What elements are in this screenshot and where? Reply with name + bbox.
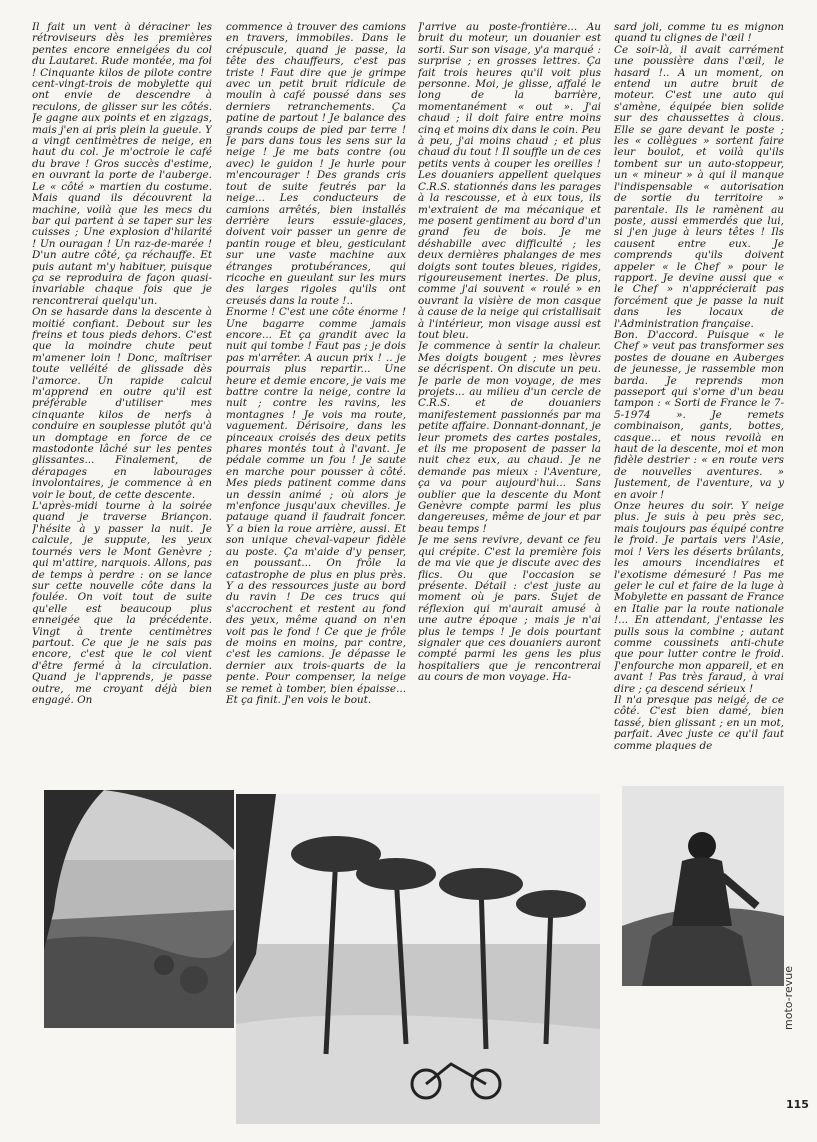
paragraph: On se hasarde dans la descente à moitié confiant. Debout sur les freins et tous pieds dehors. C'est que la moindre chute peut m'amener loin ! Donc, maîtriser toute velléité de glissade dès l'amorce. Un rapide calcul m'apprend en outre qu'il est préférable d'utiliser mes cinquante kilos de nerfs à conduire en souplesse plutôt qu'à un domptage en force de ce mastodonte lâché sur les pentes glissantes... Finalement, de dérapages en labourages involontaires, je commence à en voir le bout, de cette descente.: [32, 306, 212, 501]
paragraph: Je me sens revivre, devant ce feu qui crépite. C'est la première fois de ma vie que je discute avec des flics. Ou que l'occasion se présente. Détail : c'est juste au moment où je pars. Sujet de réflexion qui m'aurait amusé à une autre époque ; mais je n'ai plus le temps ! Je dois pourtant signaler que ces douaniers auront compté parmi les gens les plus hospitaliers que je rencontrerai au cours de mon voyage. Ha-: [418, 534, 601, 684]
paragraph: Bon. D'accord. Puisque « le Chef » veut pas transformer ses postes de douane en Auberges de jeunesse, je rassemble mon barda. Je reprends mon passeport qui s'orne d'un beau tampon : « Sorti de France le 7-5-1974 ». Je remets combinaison, gants, bottes, casque... et nous revoilà en haut de la descente, moi et mon fidèle destrier : « en route vers de nouvelles aventures. » Justement, de l'aventure, va y en avoir !: [614, 328, 784, 501]
paragraph: sard joli, comme tu es mignon quand tu clignes de l'œil !: [614, 22, 784, 45]
article-column-4: [614, 22, 784, 800]
paragraph: commence à trouver des camions en travers, immobiles. Dans le crépuscule, quand je passe, la tête des chauffeurs, c'est pas triste ! Faut dire que je grimpe avec un petit bruit ridicule de moulin à café poussé dans ses derniers retranchements. Ça patine de partout ! Je balance des grands coups de pied par terre ! Je pars dans tous les sens sur la neige ! Je me bats contre (ou avec) le guidon ! Je hurle pour m'encourager ! Des grands cris tout de suite feutrés par la neige... Les conducteurs de camions arrêtés, bien installés derrière leurs essuie-glaces, doivent voir passer un genre de pantin rouge et bleu, gesticulant sur une vaste machine aux étranges protubérances, qui ricoche en gueulant sur les murs des larges rigoles qu'ils ont creusés dans la route !..: [226, 22, 406, 307]
paragraph: Ce soir-là, il avait carrément une poussière dans l'œil, le hasard !.. A un moment, on entend un autre bruit de moteur. C'est une auto qui s'amène, équipée bien solide sur des chaussettes à clous. Elle se gare devant le poste ; les « collègues » sortent faire leur boulot, et voilà qu'ils tombent sur un auto-stoppeur, un « mineur » à qui il manque l'indispensable « autorisation de sortie du territoire » parentale. Ils le ramènent au poste, aussi emmerdés que lui, si j'en juge à leurs têtes ! Ils causent entre eux. Je comprends qu'ils doivent appeler « le Chef » pour le rapport. Je devine aussi que « le Chef » n'apprécierait pas forcément que je passe la nuit dans les locaux de l'Administration française.: [614, 43, 784, 330]
paragraph: Onze heures du soir. Y neige plus. Je suis à peu près sec, mais toujours pas équipé contre le froid. Je partais vers l'Asie, moi ! Vers les déserts brûlants, les amours incendiaires et l'exotisme démesuré ! Pas me geler le cul et faire de la luge à Mobylette en passant de France en Italie par la route nationale !... En attendant, j'entasse les pulls sous la combine ; autant comme coussinets anti-chute que pour lutter contre le froid. J'enfourche mon appareil, et en avant ! Pas très faraud, à vrai dire ; ça descend sérieux !: [614, 500, 784, 695]
person-on-rock-photo: [622, 786, 784, 986]
paragraph: Je commence à sentir la chaleur. Mes doigts bougent ; mes lèvres se décrispent. On discute un peu. Je parle de mon voyage, de mes projets... au milieu d'un cercle de C.R.S. et de douaniers manifestement passionnés par ma petite affaire. Donnant-donnant, je leur promets des cartes postales, et ils me proposent de passer la nuit chez eux, au chaud. Je ne demande pas mieux : l'Aventure, ça va pour aujourd'hui... Sans oublier que la descente du Mont Genèvre compte parmi les plus dangereuses, même de jour et par beau temps !: [418, 340, 601, 535]
paragraph: J'arrive au poste-frontière... Au bruit du moteur, un douanier est sorti. Sur son visage, y'a marqué : surprise ; en grosses lettres. Ça fait trois heures qu'il voit plus personne. Moi, je glisse, affalé le long de la barrière, momentanément « out ». J'ai chaud ; il doit faire entre moins cinq et moins dix dans le coin. Peu à peu, j'ai moins chaud ; et plus chaud du tout ! Il souffle un de ces petits vents à couper les oreilles ! Les douaniers appellent quelques C.R.S. stationnés dans les parages à la rescousse, et à eux tous, ils m'extraient de ma mécanique et me posent gentiment au bord d'un grand feu de bois. Je me déshabille avec difficulté ; les deux dernières phalanges de mes doigts sont toutes bleues, rigides, rigoureusement inertes. De plus, comme j'ai souvent « roulé » en ouvrant la visière de mon casque à cause de la neige qui cristallisait à l'intérieur, mon visage aussi est tout bleu.: [418, 22, 601, 341]
palm-grove-moped-photo: [236, 794, 600, 1124]
magazine-name: moto-revue: [782, 966, 795, 1030]
oasis-arch-photo: [44, 790, 234, 1028]
paragraph: Il n'a presque pas neigé, de ce côté. C'est bien damé, bien tassé, bien glissant ; en un mot, parfait. Avec juste ce qu'il faut comme plaques de: [614, 693, 784, 752]
article-column-1: [32, 22, 212, 782]
article-column-3: [418, 22, 601, 784]
article-column-2: [226, 22, 406, 784]
paragraph: L'après-midi tourne à la soirée quand je traverse Briançon. J'hésite à y passer la nuit. Je calcule, je suppute, les yeux tournés vers le Mont Genèvre ; qui m'attire, narquois. Allons, pas de temps à perdre : on se lance sur cette nouvelle côte dans la foulée. On voit tout de suite qu'elle est beaucoup plus enneigée que la précédente. Vingt à trente centimètres partout. Ce que je ne sais pas encore, c'est que le col vient d'être fermé à la circulation. Quand je l'apprends, je passe outre, me croyant déjà bien engagé. On: [32, 500, 212, 706]
paragraph: Enorme ! C'est une côte énorme ! Une bagarre comme jamais encore... Et ça grandit avec la nuit qui tombe ! Faut pas ; je dois pas m'arrêter. A aucun prix ! .. je pourrais plus repartir... Une heure et demie encore, je vais me battre contre la neige, contre la nuit ; contre les ravins, les montagnes ! Je vois ma route, vaguement. Dérisoire, dans les pinceaux croisés des deux petits phares montés tout à l'avant. Je pédale comme un fou ! Je saute en marche pour pousser à côté. Mes pieds patinent comme dans un dessin animé ; où alors je m'enfonce jusqu'aux chevilles. Je patauge quand il faudrait foncer. Y a bien la roue arrière, aussi. Et son unique cheval-vapeur fidèle au poste. Ça m'aide d'y penser, en poussant... On frôle la catastrophe de plus en plus près. Y a des ressources juste au bord du ravin ! De ces trucs qui s'accrochent et restent au fond des yeux, même quand on n'en voit pas le fond ! Ce que je frôle de moins en moins, par contre, c'est les camions. Je dépasse le dernier aux trois-quarts de la pente. Pour compenser, la neige se remet à tomber, bien épaisse... Et ça finit. J'en vois le bout.: [226, 306, 406, 706]
paragraph: Il fait un vent à déraciner les rétroviseurs dès les premières pentes encore enneigées du col du Lautaret. Rude montée, ma foi ! Cinquante kilos de pilote contre cent-vingt-trois de mobylette qui ont envie de descendre à reculons, de glisser sur les côtés. Je gagne aux points et en zigzags, mais j'en ai pris plein la gueule. Y a vingt centimètres de neige, en haut du col. Je m'octroie le café du brave ! Gros succès d'estime, en ouvrant la porte de l'auberge. Le « côté » martien du costume. Mais quand ils découvrent la machine, voilà que les mecs du bar qui partent à se taper sur les cuisses ; Une explosion d'hilarité ! Un ouragan ! Un raz-de-marée ! D'un autre côté, ça réchauffe. Et puis autant m'y habituer, puisque ça se reproduira de façon quasi-invariable chaque fois que je rencontrerai quelqu'un.: [32, 22, 212, 307]
page-number: 115: [786, 1098, 809, 1111]
